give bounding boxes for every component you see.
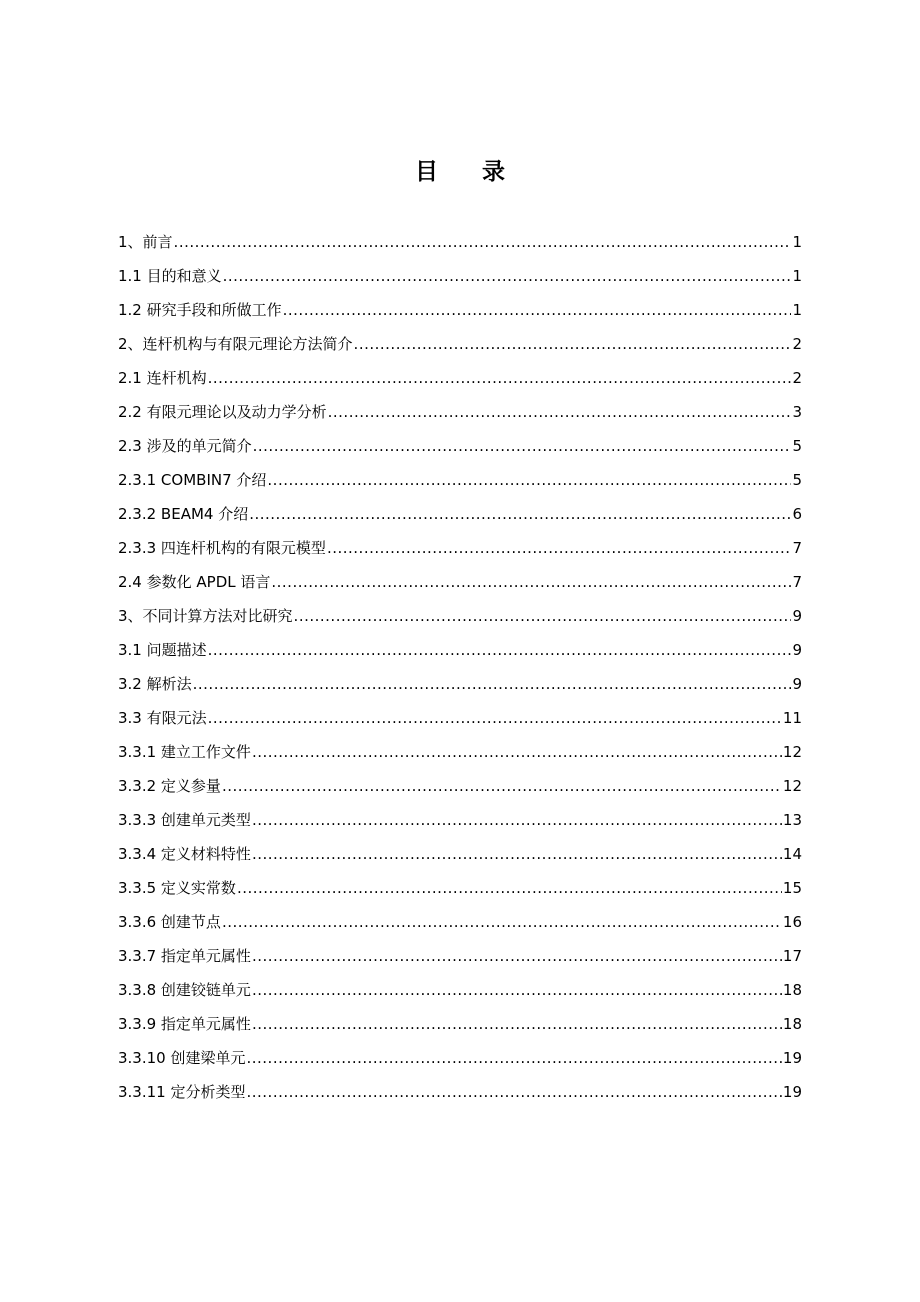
toc-dot-leader: [246, 1044, 781, 1072]
toc-entry-2-4[interactable]: [118, 568, 802, 602]
toc-entry-label: 1、前言: [118, 233, 173, 251]
toc-entry-label: 3.3.7 指定单元属性: [118, 947, 251, 965]
toc-dot-leader: [252, 1010, 782, 1038]
toc-entry-label: 2、连杆机构与有限元理论方法简介: [118, 335, 353, 353]
toc-entry-3-3-4[interactable]: [118, 840, 802, 874]
toc-entry-2-1[interactable]: [118, 364, 802, 398]
toc-entry-page: 19: [782, 1083, 802, 1101]
toc-entry-label: 3.3.6 创建节点: [118, 913, 221, 931]
toc-entry-page: 5: [792, 437, 802, 455]
toc-entry-2-3-2[interactable]: [118, 500, 802, 534]
toc-dot-leader: [174, 228, 792, 256]
toc-entry-page: 12: [782, 777, 802, 795]
toc-entry-label: 3、不同计算方法对比研究: [118, 607, 293, 625]
toc-entry-page: 5: [792, 471, 802, 489]
toc-entry-label: 1.2 研究手段和所做工作: [118, 301, 282, 319]
toc-dot-leader: [252, 976, 782, 1004]
toc-entry-3-3-5[interactable]: [118, 874, 802, 908]
toc-entry-label: 2.3.1 COMBIN7 介绍: [118, 471, 267, 489]
toc-entry-3-3-10[interactable]: [118, 1044, 802, 1078]
toc-entry-label: 3.3.11 定分析类型: [118, 1083, 246, 1101]
toc-entry-label: 3.3.1 建立工作文件: [118, 743, 251, 761]
toc-entry-3-1[interactable]: [118, 636, 802, 670]
toc-entry-page: 7: [792, 573, 802, 591]
toc-dot-leader: [252, 738, 782, 766]
toc-entry-page: 11: [782, 709, 802, 727]
toc-dot-leader: [222, 772, 782, 800]
toc-dot-leader: [252, 806, 782, 834]
toc-entry-3-3[interactable]: [118, 704, 802, 738]
toc-dot-leader: [271, 568, 791, 596]
toc-dot-leader: [249, 500, 791, 528]
toc-dot-leader: [208, 364, 792, 392]
toc-entry-3-3-7[interactable]: [118, 942, 802, 976]
toc-entry-2-3-3[interactable]: [118, 534, 802, 568]
toc-entry-2-3[interactable]: [118, 432, 802, 466]
toc-entry-2-3-1[interactable]: [118, 466, 802, 500]
toc-entry-page: 18: [782, 1015, 802, 1033]
toc-entry-label: 2.3 涉及的单元简介: [118, 437, 252, 455]
toc-entry-label: 3.2 解析法: [118, 675, 192, 693]
toc-dot-leader: [253, 432, 792, 460]
toc-entry-label: 2.2 有限元理论以及动力学分析: [118, 403, 327, 421]
toc-dot-leader: [237, 874, 782, 902]
toc-entry-3-3-6[interactable]: [118, 908, 802, 942]
toc-dot-leader: [223, 262, 792, 290]
toc-entry-label: 3.1 问题描述: [118, 641, 207, 659]
toc-entry-page: 14: [782, 845, 802, 863]
toc-entry-page: 1: [792, 233, 802, 251]
toc-entry-page: 2: [792, 369, 802, 387]
toc-dot-leader: [193, 670, 792, 698]
toc-entry-2-2[interactable]: [118, 398, 802, 432]
toc-entry-1-2[interactable]: [118, 296, 802, 330]
page-title: 目 录: [414, 159, 523, 185]
toc-entry-page: 6: [792, 505, 802, 523]
toc-dot-leader: [252, 840, 782, 868]
toc-entry-page: 3: [792, 403, 802, 421]
toc-entry-page: 1: [792, 301, 802, 319]
toc-entry-page: 12: [782, 743, 802, 761]
toc-entry-page: 9: [792, 641, 802, 659]
toc-entry-page: 9: [792, 675, 802, 693]
toc-entry-label: 2.1 连杆机构: [118, 369, 207, 387]
toc-dot-leader: [327, 534, 792, 562]
toc-dot-leader: [328, 398, 792, 426]
toc-dot-leader: [354, 330, 792, 358]
toc-entry-label: 3.3.9 指定单元属性: [118, 1015, 251, 1033]
toc-entry-label: 2.4 参数化 APDL 语言: [118, 573, 271, 591]
toc-entry-page: 13: [782, 811, 802, 829]
toc-entry-label: 2.3.3 四连杆机构的有限元模型: [118, 539, 326, 557]
toc-entry-label: 2.3.2 BEAM4 介绍: [118, 505, 249, 523]
toc-entry-3-3-8[interactable]: [118, 976, 802, 1010]
toc-entry-label: 3.3.4 定义材料特性: [118, 845, 251, 863]
toc-entry-page: 2: [792, 335, 802, 353]
toc-entry-page: 9: [792, 607, 802, 625]
toc-entry-label: 3.3.10 创建梁单元: [118, 1049, 246, 1067]
toc-entry-page: 19: [782, 1049, 802, 1067]
toc-entry-page: 1: [792, 267, 802, 285]
toc-entry-3-3-1[interactable]: [118, 738, 802, 772]
toc-entry-page: 16: [782, 913, 802, 931]
toc-entry-3-3-3[interactable]: [118, 806, 802, 840]
toc-entry-label: 3.3.3 创建单元类型: [118, 811, 251, 829]
toc-entry-label: 1.1 目的和意义: [118, 267, 222, 285]
toc-dot-leader: [283, 296, 792, 324]
toc-entry-3[interactable]: [118, 602, 802, 636]
toc-entry-page: 15: [782, 879, 802, 897]
table-of-contents: [118, 228, 802, 1112]
toc-entry-1[interactable]: [118, 228, 802, 262]
toc-entry-page: 7: [792, 539, 802, 557]
toc-dot-leader: [246, 1078, 781, 1106]
toc-dot-leader: [208, 704, 782, 732]
toc-entry-1-1[interactable]: [118, 262, 802, 296]
toc-dot-leader: [222, 908, 782, 936]
toc-entry-page: 18: [782, 981, 802, 999]
toc-entry-label: 3.3.2 定义参量: [118, 777, 221, 795]
toc-dot-leader: [267, 466, 791, 494]
toc-entry-2[interactable]: [118, 330, 802, 364]
toc-entry-3-3-11[interactable]: [118, 1078, 802, 1112]
toc-dot-leader: [252, 942, 782, 970]
toc-entry-3-2[interactable]: [118, 670, 802, 704]
toc-entry-3-3-9[interactable]: [118, 1010, 802, 1044]
toc-dot-leader: [294, 602, 792, 630]
toc-dot-leader: [208, 636, 792, 664]
toc-entry-label: 3.3 有限元法: [118, 709, 207, 727]
toc-entry-label: 3.3.8 创建铰链单元: [118, 981, 251, 999]
toc-entry-label: 3.3.5 定义实常数: [118, 879, 236, 897]
toc-entry-page: 17: [782, 947, 802, 965]
toc-entry-3-3-2[interactable]: [118, 772, 802, 806]
